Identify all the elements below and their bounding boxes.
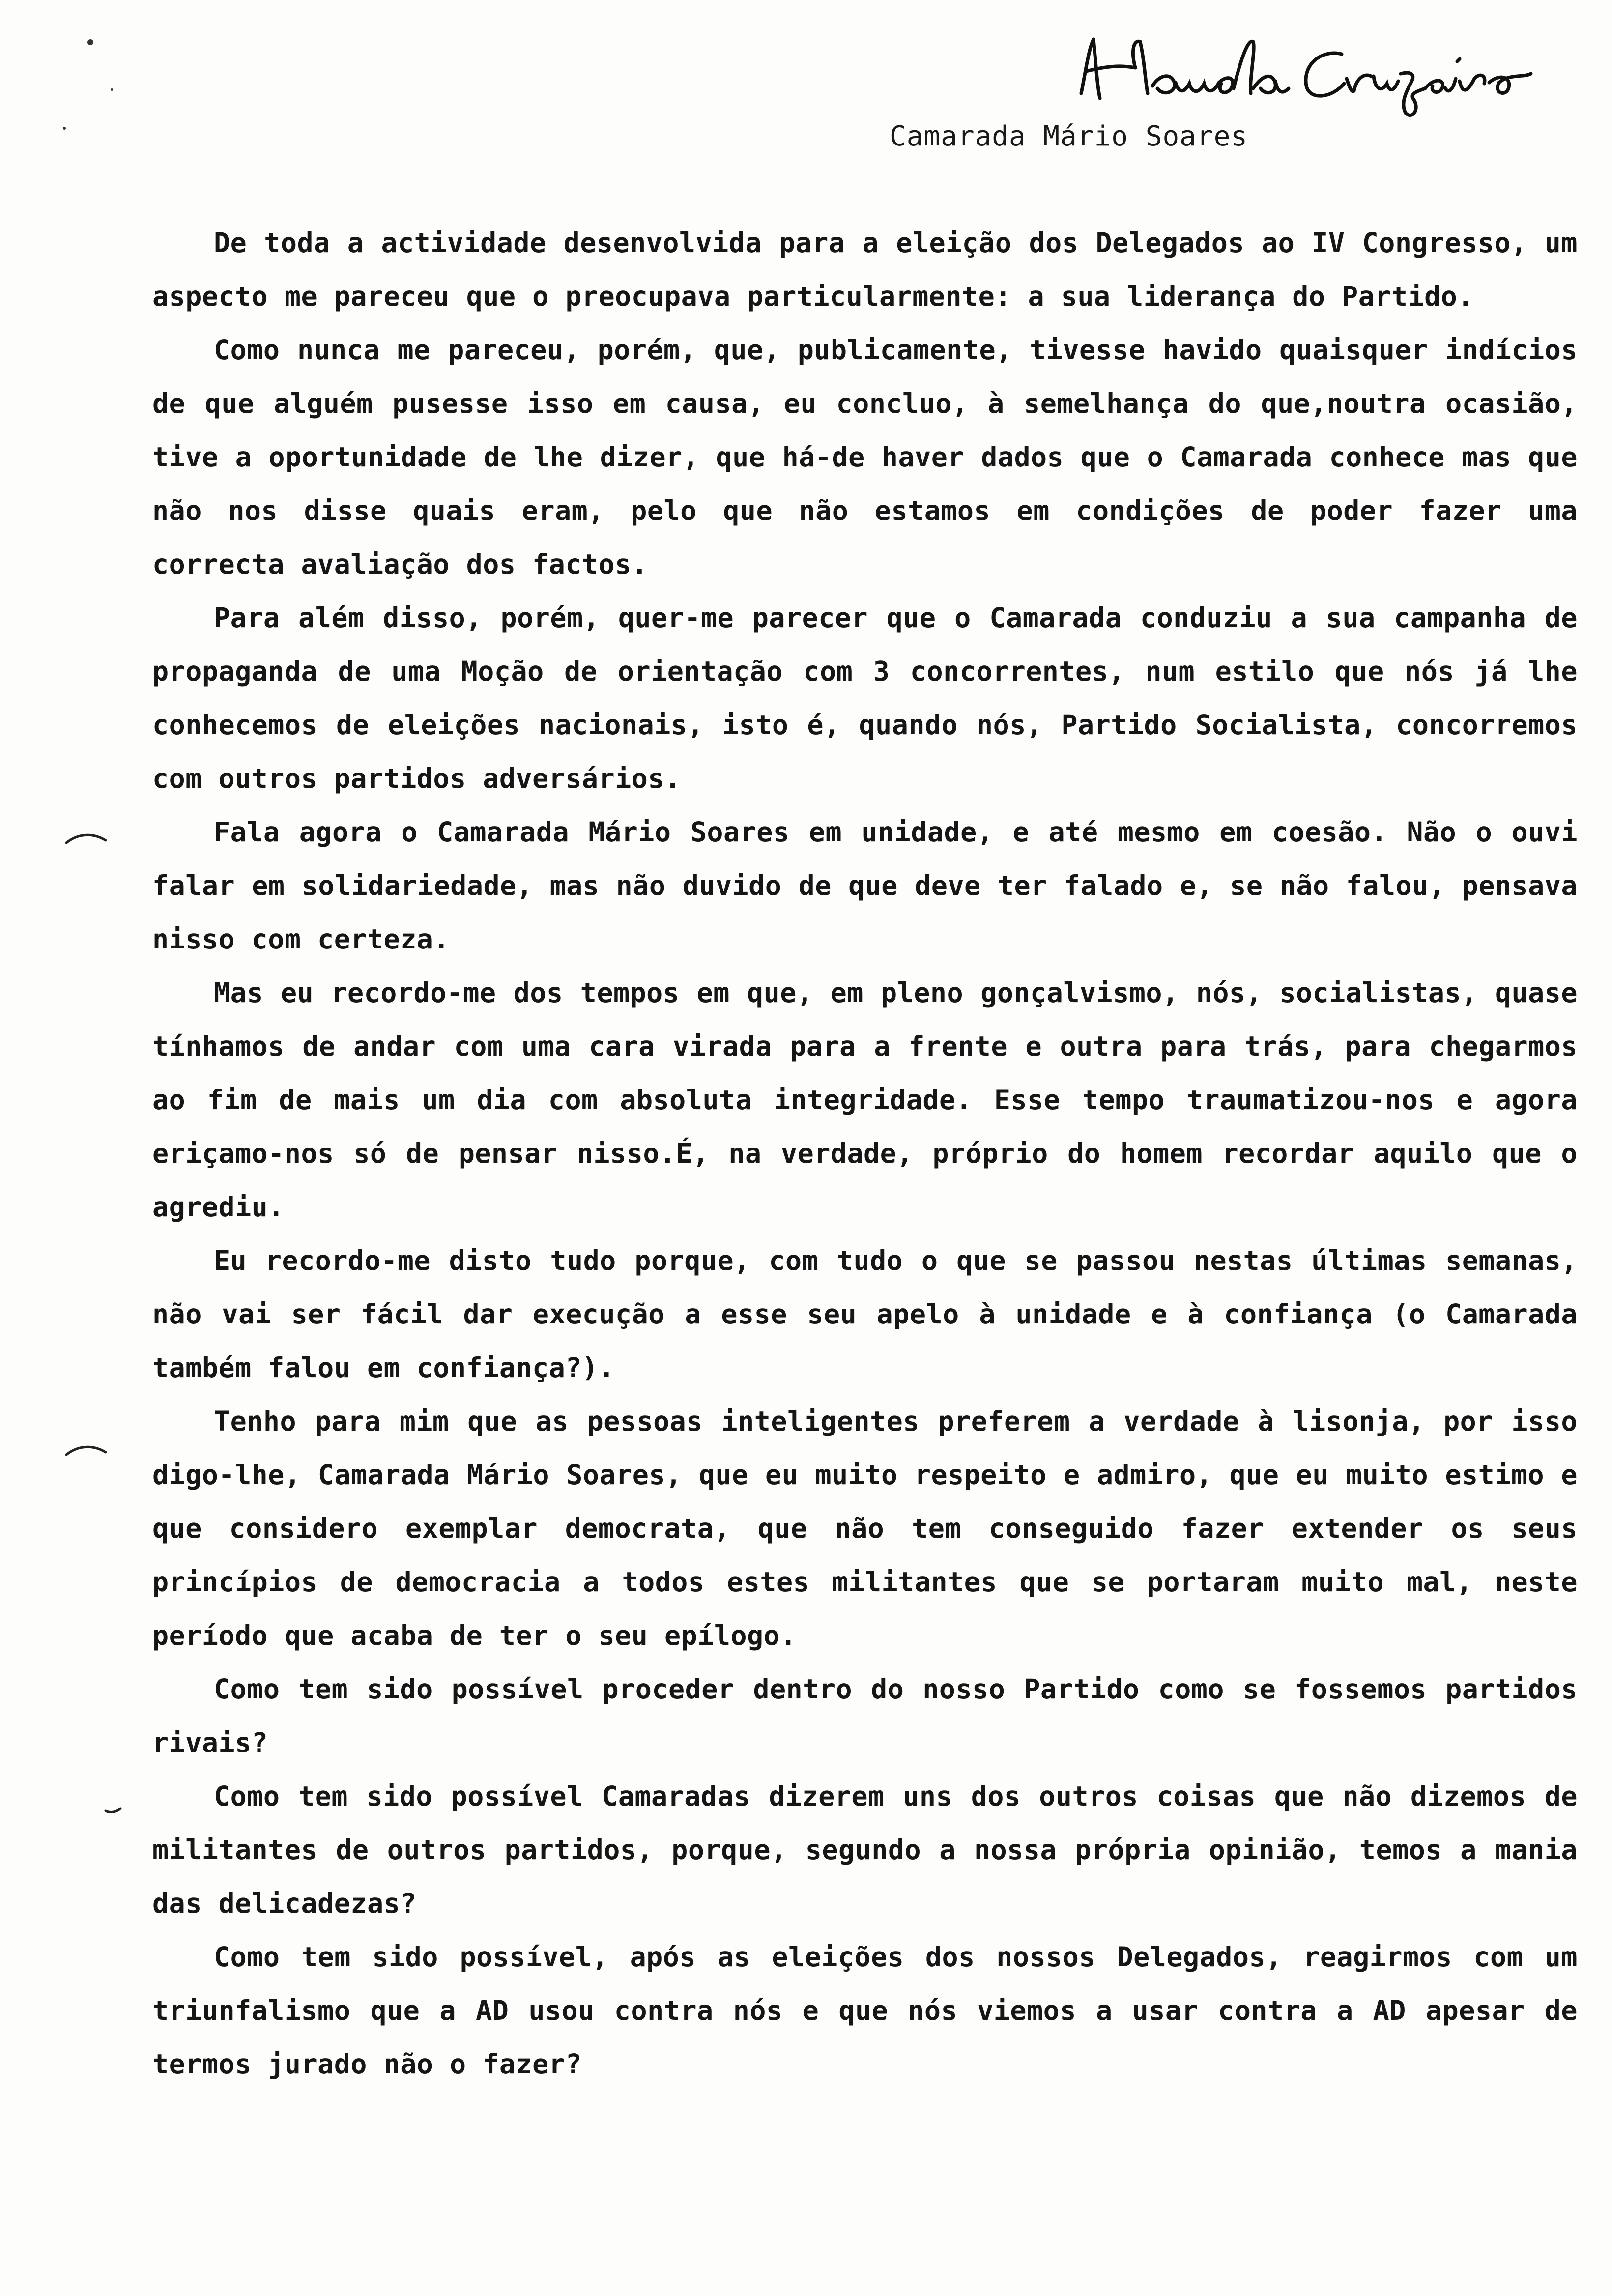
speck-mark bbox=[63, 127, 66, 130]
margin-tick-mark bbox=[64, 1442, 108, 1457]
speck-mark bbox=[111, 88, 113, 91]
speck-mark bbox=[87, 39, 93, 45]
handwritten-signature bbox=[1066, 20, 1558, 123]
paragraph: Como tem sido possível Camaradas dizerem uns dos outros coisas que não dizemos de militantes de outros partidos, porque, segundo a nossa própria opinião, temos a mania das delicadezas? bbox=[152, 1780, 1578, 1919]
paragraph: Mas eu recordo-me dos tempos em que, em pleno gonçalvismo, nós, socialistas, quase tínhamos de andar com uma cara virada para a frente e outra para trás, para chegarmos ao fim de mais um dia com absoluta integridade. Esse tempo traumatizou-nos e agora eriçamo-nos só de pensar nisso.É, na verdade, próprio do homem recordar aquilo que o agrediu. bbox=[152, 977, 1578, 1223]
salutation-heading: Camarada Mário Soares bbox=[890, 120, 1248, 152]
letter-body bbox=[152, 216, 1578, 2091]
paragraph: Eu recordo-me disto tudo porque, com tudo o que se passou nestas últimas semanas, não vai ser fácil dar execução a esse seu apelo à unidade e à confiança (o Camarada também falou em confiança?). bbox=[152, 1245, 1578, 1383]
paragraph: Para além disso, porém, quer-me parecer que o Camarada conduziu a sua campanha de propaganda de uma Moção de orientação com 3 concorrentes, num estilo que nós já lhe conhecemos de eleições nacionais, isto é, quando nós, Partido Socialista, concorremos com outros partidos adversários. bbox=[152, 602, 1578, 794]
paragraph: Tenho para mim que as pessoas inteligentes preferem a verdade à lisonja, por isso digo-lhe, Camarada Mário Soares, que eu muito respeito e admiro, que eu muito estimo e que considero exemplar democrata, que não tem conseguido fazer extender os seus princípios de democracia a todos estes militantes que se portaram muito mal, neste período que acaba de ter o seu epílogo. bbox=[152, 1406, 1578, 1651]
paragraph: De toda a actividade desenvolvida para a eleição dos Delegados ao IV Congresso, um aspecto me pareceu que o preocupava particularmente: a sua liderança do Partido. bbox=[152, 227, 1578, 312]
signature-drawing bbox=[1066, 20, 1558, 123]
paragraph: Como tem sido possível proceder dentro do nosso Partido como se fossemos partidos rivais? bbox=[152, 1673, 1578, 1758]
margin-tick-mark bbox=[64, 831, 108, 845]
margin-tick-mark bbox=[103, 1801, 123, 1816]
paragraph: Como tem sido possível, após as eleições dos nossos Delegados, reagirmos com um triunfalismo que a AD usou contra nós e que nós viemos a usar contra a AD apesar de termos jurado não o fazer? bbox=[152, 1941, 1578, 2080]
paragraph: Fala agora o Camarada Mário Soares em unidade, e até mesmo em coesão. Não o ouvi falar em solidariedade, mas não duvido de que deve ter falado e, se não falou, pensava nisso com certeza. bbox=[152, 816, 1578, 955]
paragraph: Como nunca me pareceu, porém, que, publicamente, tivesse havido quaisquer indícios de que alguém pusesse isso em causa, eu concluo, à semelhança do que,noutra ocasião, tive a oportunidade de lhe dizer, que há-de haver dados que o Camarada conhece mas que não nos disse quais eram, pelo que não estamos em condições de poder fazer uma correcta avaliação dos factos. bbox=[152, 334, 1578, 580]
